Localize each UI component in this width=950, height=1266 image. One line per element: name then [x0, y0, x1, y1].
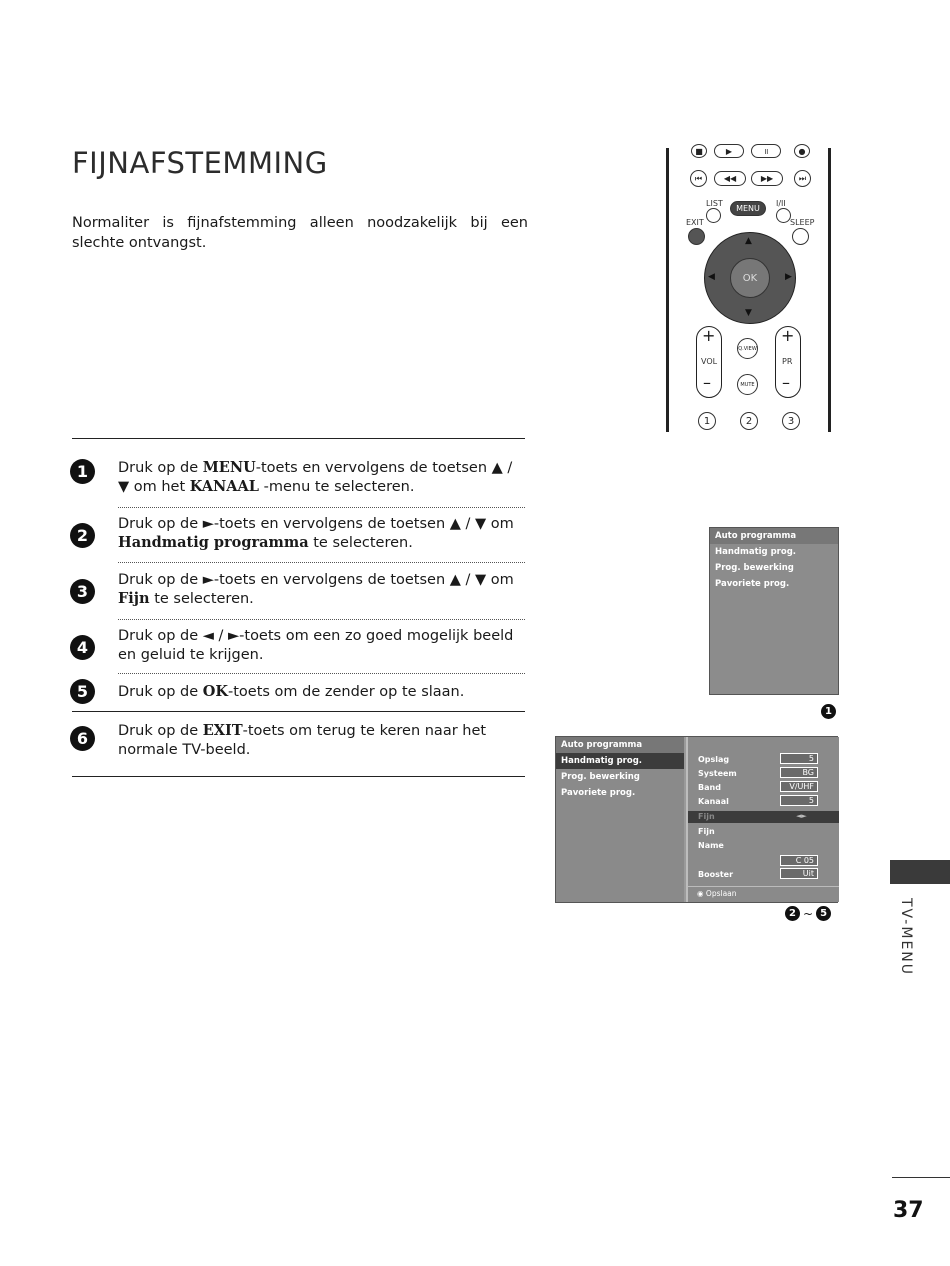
step-5-key-ok: OK: [202, 683, 228, 700]
up-arrow-icon[interactable]: ▲: [745, 236, 752, 246]
row-label-systeem: Systeem: [698, 769, 737, 778]
volume-down-icon[interactable]: –: [703, 373, 711, 392]
sleep-button[interactable]: [792, 228, 809, 245]
tv-menu-screen-1: [709, 527, 839, 695]
field-band[interactable]: V/UHF: [780, 781, 818, 792]
menu-item-prog-bewerking[interactable]: Prog. bewerking: [715, 563, 794, 573]
program-down-icon[interactable]: –: [782, 373, 790, 392]
step-1-key-menu: MENU: [202, 459, 256, 476]
left-arrow-icon[interactable]: ◀: [708, 272, 715, 282]
badge-step-5: 5: [816, 906, 831, 921]
step-6-key-exit: EXIT: [202, 722, 243, 739]
skip-forward-button[interactable]: ⏭: [794, 170, 811, 187]
rewind-button[interactable]: ◀◀: [714, 171, 746, 186]
step-2-text-b: te selecteren.: [308, 534, 413, 551]
steps-mid-rule: [72, 711, 525, 712]
step-3-text-a: Druk op de ►-toets en vervolgens de toetsen ▲ / ▼ om: [118, 572, 514, 588]
mute-button[interactable]: MUTE: [737, 374, 758, 395]
menu-button[interactable]: MENU: [730, 201, 766, 216]
exit-label: EXIT: [686, 218, 704, 227]
menu-item-auto-programma[interactable]: Auto programma: [710, 528, 838, 544]
pause-button[interactable]: ॥: [751, 144, 781, 158]
down-arrow-icon[interactable]: ▼: [745, 308, 752, 318]
row-label-name: Name: [698, 841, 724, 850]
screen-1-step-badge: [821, 699, 836, 719]
manual-tuning-panel: [686, 737, 839, 902]
ok-button[interactable]: OK: [730, 258, 770, 298]
field-name[interactable]: C 05: [780, 855, 818, 866]
step-5-text-b: -toets om de zender op te slaan.: [227, 684, 465, 700]
sleep-label: SLEEP: [790, 218, 815, 227]
program-label: PR: [782, 357, 793, 366]
step-6-text-b: -toets om terug te keren naar het normale TV-beeld.: [118, 723, 487, 758]
badge-step-1: 1: [821, 704, 836, 719]
exit-button[interactable]: [688, 228, 705, 245]
field-booster[interactable]: Uit: [780, 868, 818, 879]
step-number-4: 4: [70, 635, 95, 660]
row-label-fijn: Fijn: [698, 827, 715, 836]
step-1-text-c: -menu te selecteren.: [259, 478, 415, 495]
power-mode-label: I/II: [776, 199, 786, 208]
step-number-3: 3: [70, 579, 95, 604]
menu-item-handmatig-prog[interactable]: Handmatig prog.: [715, 547, 797, 557]
page-number-rule: [892, 1177, 950, 1178]
step-1-text-b: -toets en vervolgens de toetsen ▲ / ▼ om het: [118, 460, 513, 495]
record-button[interactable]: ●: [794, 144, 810, 158]
menu-item-pavoriete-prog[interactable]: Pavoriete prog.: [715, 579, 790, 589]
step-1-text-a: Druk op de: [118, 460, 203, 476]
digit-1-button[interactable]: 1: [698, 412, 716, 430]
step-text-2: [118, 515, 528, 552]
step-divider: [118, 507, 525, 508]
step-2-text-a: Druk op de ►-toets en vervolgens de toetsen ▲ / ▼ om: [118, 516, 514, 532]
left-right-arrows-icon: ◄►: [796, 812, 807, 820]
step-number-5: 5: [70, 679, 95, 704]
step-5-text-a: Druk op de: [118, 684, 203, 700]
remote-edge-right: [828, 148, 831, 432]
row-label-kanaal: Kanaal: [698, 797, 729, 806]
menu-item-prog-bewerking[interactable]: Prog. bewerking: [561, 772, 640, 782]
step-2-key: Handmatig programma: [118, 533, 309, 551]
page-number: 37: [893, 1198, 924, 1223]
remote-edge-left: [666, 148, 669, 432]
row-label-fijn-selected: Fijn: [698, 812, 715, 821]
field-kanaal[interactable]: 5: [780, 795, 818, 806]
remote-control-illustration: [666, 148, 833, 432]
row-label-band: Band: [698, 783, 721, 792]
intro-paragraph: Normaliter is fijnafstemming alleen noodzakelijk bij een slechte ontvangst.: [72, 215, 528, 251]
tv-menu-screen-2: [555, 736, 838, 903]
field-systeem[interactable]: BG: [780, 767, 818, 778]
volume-label: VOL: [701, 357, 718, 366]
step-text-1: [118, 459, 528, 496]
qview-button[interactable]: Q.VIEW: [737, 338, 758, 359]
step-number-1: 1: [70, 459, 95, 484]
step-number-6: 6: [70, 726, 95, 751]
menu-item-pavoriete-prog[interactable]: Pavoriete prog.: [561, 788, 636, 798]
list-button[interactable]: [706, 208, 721, 223]
steps-bottom-rule: [72, 776, 525, 777]
step-divider: [118, 673, 525, 674]
step-number-2: 2: [70, 523, 95, 548]
step-text-6: [118, 722, 528, 759]
section-tab: [890, 860, 950, 884]
menu-item-auto-programma[interactable]: Auto programma: [556, 737, 684, 753]
program-up-icon[interactable]: +: [781, 326, 795, 345]
skip-back-button[interactable]: ⏮: [690, 170, 707, 187]
step-divider: [118, 562, 525, 563]
save-hint: ◉ Opslaan: [697, 889, 737, 898]
channel-menu-panel: [556, 737, 684, 902]
step-text-5: [118, 683, 528, 702]
section-label: TV-MENU: [898, 898, 914, 977]
steps-top-rule: [72, 438, 525, 439]
step-divider: [118, 619, 525, 620]
step-3-text-b: te selecteren.: [149, 590, 254, 607]
page-title: FIJNAFSTEMMING: [72, 146, 328, 180]
field-opslag[interactable]: 5: [780, 753, 818, 764]
step-text-4: Druk op de ◄ / ►-toets om een zo goed mogelijk beeld en geluid te krijgen.: [118, 628, 514, 663]
list-label: LIST: [706, 199, 723, 208]
volume-up-icon[interactable]: +: [702, 326, 716, 345]
screen-2-step-badges: [785, 906, 831, 921]
stop-button[interactable]: ■: [691, 144, 707, 158]
digit-2-button[interactable]: 2: [740, 412, 758, 430]
right-arrow-icon[interactable]: ▶: [785, 272, 792, 282]
step-3-key: Fijn: [118, 589, 150, 607]
menu-item-handmatig-prog-selected[interactable]: Handmatig prog.: [556, 753, 684, 769]
digit-3-button[interactable]: 3: [782, 412, 800, 430]
step-6-text-a: Druk op de: [118, 723, 203, 739]
badge-step-2: 2: [785, 906, 800, 921]
badge-range-tilde: ~: [803, 906, 814, 921]
step-text-3: [118, 571, 528, 608]
row-label-booster: Booster: [698, 870, 734, 879]
play-button[interactable]: ▶: [714, 144, 744, 158]
forward-button[interactable]: ▶▶: [751, 171, 783, 186]
row-label-opslag: Opslag: [698, 755, 730, 764]
step-1-key-kanaal: KANAAL: [189, 477, 259, 495]
power-mode-button[interactable]: [776, 208, 791, 223]
